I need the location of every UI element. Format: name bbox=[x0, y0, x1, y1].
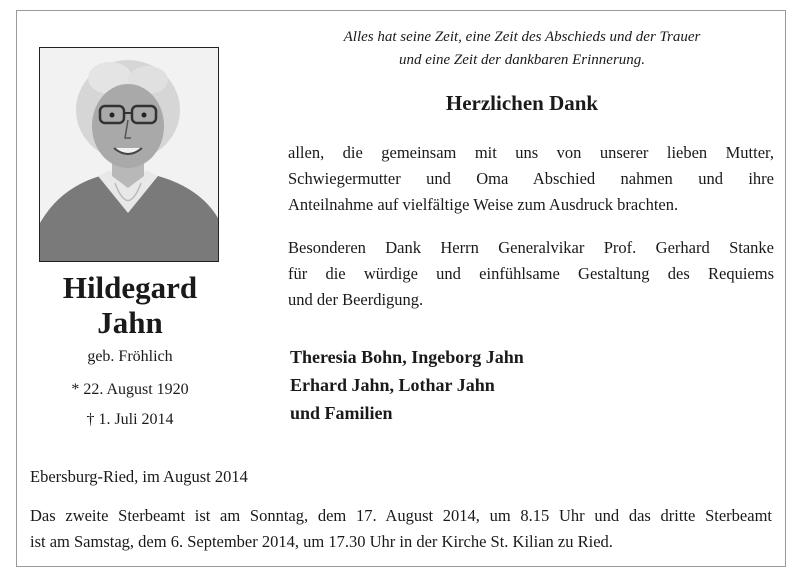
place-and-date: Ebersburg-Ried, im August 2014 bbox=[30, 467, 248, 486]
service-info-line-1: Das zweite Sterbeamt ist am Sonntag, dem 17. August 2014, um 8.15 Uhr und das dritte Sterbeamt bbox=[30, 506, 772, 525]
death-date: † 1. Juli 2014 bbox=[86, 411, 174, 428]
signature-line-3: und Familien bbox=[290, 403, 393, 423]
paragraph-line: für die würdige und einfühlsame Gestaltung des Requiems bbox=[288, 264, 774, 283]
thanks-heading: Herzlichen Dank bbox=[445, 91, 599, 115]
signature-line-2: Erhard Jahn, Lothar Jahn bbox=[290, 375, 495, 395]
quote-line-1: Alles hat seine Zeit, eine Zeit des Abschieds und der Trauer bbox=[343, 29, 701, 45]
birth-date: * 22. August 1920 bbox=[71, 381, 189, 398]
deceased-last-name: Jahn bbox=[97, 305, 163, 340]
deceased-first-name: Hildegard bbox=[62, 270, 198, 305]
paragraph-line: und der Beerdigung. bbox=[288, 290, 424, 309]
signature-line-1: Theresia Bohn, Ingeborg Jahn bbox=[290, 347, 524, 367]
portrait-photo bbox=[39, 47, 219, 262]
quote-line-2: und eine Zeit der dankbaren Erinnerung. bbox=[398, 52, 646, 68]
birth-name: geb. Fröhlich bbox=[87, 348, 173, 365]
paragraph-line: Anteilnahme auf vielfältige Weise zum Ausdruck brachten. bbox=[288, 195, 679, 214]
paragraph-line: Besonderen Dank Herrn Generalvikar Prof. Gerhard Stanke bbox=[288, 238, 774, 257]
service-info-line-2: ist am Samstag, dem 6. September 2014, um 17.30 Uhr in der Kirche St. Kilian zu Ried. bbox=[30, 532, 613, 551]
service-info bbox=[30, 503, 772, 555]
portrait-image bbox=[40, 48, 218, 261]
paragraph-line: Schwiegermutter und Oma Abschied nahmen und ihre bbox=[288, 169, 774, 188]
thanks-paragraph-2 bbox=[288, 235, 774, 313]
paragraph-line: allen, die gemeinsam mit uns von unserer lieben Mutter, bbox=[288, 143, 774, 162]
thanks-paragraph-1 bbox=[288, 140, 774, 218]
